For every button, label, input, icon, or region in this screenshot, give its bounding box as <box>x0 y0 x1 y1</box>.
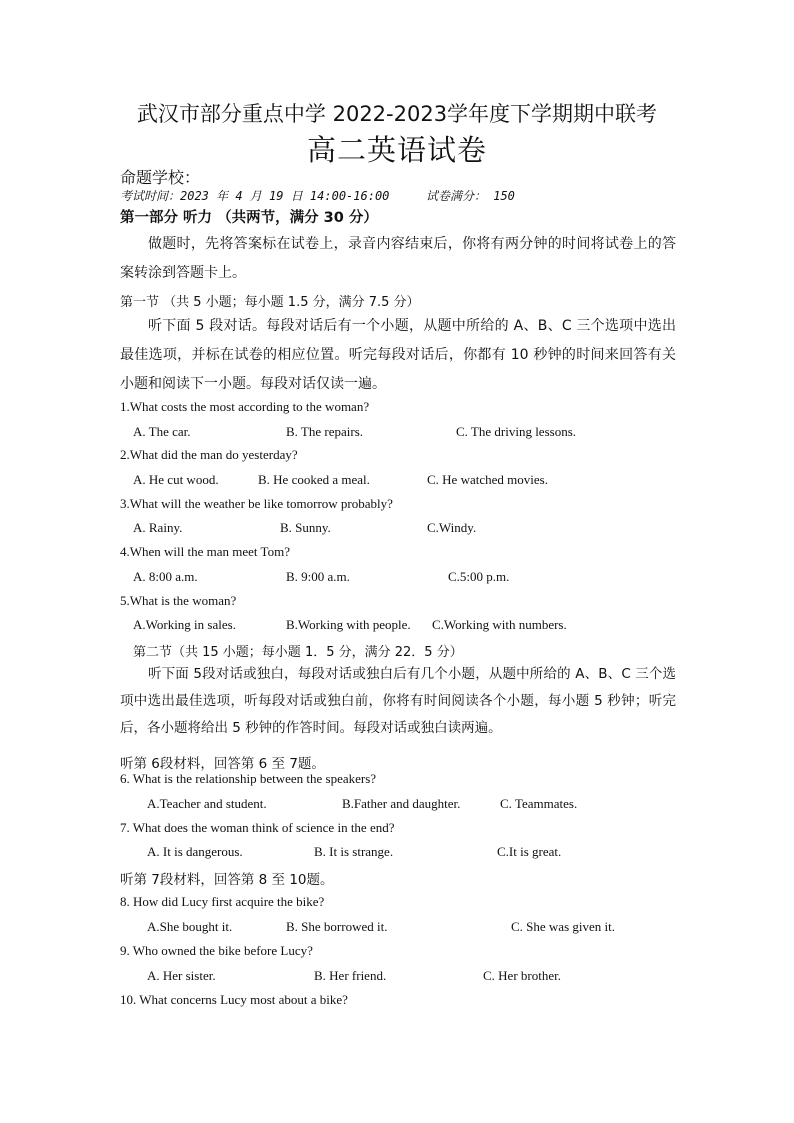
question-1: 1.What costs the most according to the woman? <box>120 399 370 414</box>
option-8a: A.She bought it. <box>147 919 233 934</box>
exam-title: 武汉市部分重点中学 2022-2023学年度下学期期中联考 <box>136 102 658 126</box>
question-7: 7. What does the woman think of science in the end? <box>120 820 395 835</box>
option-6b: B.Father and daughter. <box>342 796 461 811</box>
material-7-instruction: 听第 7段材料，回答第 8 至 10题。 <box>120 872 334 888</box>
exam-time: 考试时间：2023 年 4 月 19 日 14:00-16:00 <box>120 189 390 203</box>
option-1a: A. The car. <box>133 424 191 439</box>
material-6-instruction: 听第 6段材料，回答第 6 至 7题。 <box>120 756 325 772</box>
option-7c: C.It is great. <box>497 844 562 859</box>
section1-intro: 听下面 5 段对话。每段对话后有一个小题，从题中所给的 A、B、C 三个选项中选出最佳选项，并标在试卷的相应位置。听完每段对话后，你都有 10 秒钟的时间来回答有关小题和阅读下一小题。每段对话仅读一遍。 <box>120 318 676 392</box>
school-label: 命题学校： <box>120 168 201 187</box>
option-4b: B. 9:00 a.m. <box>286 569 350 584</box>
option-2a: A. He cut wood. <box>133 472 219 487</box>
full-score: 试卷满分： 150 <box>426 189 515 203</box>
option-3c: C.Windy. <box>427 520 477 535</box>
option-2c: C. He watched movies. <box>427 472 548 487</box>
option-1b: B. The repairs. <box>286 424 364 439</box>
part1-intro: 做题时，先将答案标在试卷上，录音内容结束后，你将有两分钟的时间将试卷上的答案转涂到答题卡上。 <box>120 236 676 281</box>
section2-heading: 第二节（共 15 小题；每小题 1．5 分，满分 22．5 分） <box>133 645 463 660</box>
question-2: 2.What did the man do yesterday? <box>120 447 298 462</box>
question-5: 5.What is the woman? <box>120 593 237 608</box>
option-9b: B. Her friend. <box>314 968 387 983</box>
question-6: 6. What is the relationship between the speakers? <box>120 771 377 786</box>
option-6c: C. Teammates. <box>500 796 578 811</box>
question-8: 8. How did Lucy first acquire the bike? <box>120 894 325 909</box>
option-8c: C. She was given it. <box>511 919 615 934</box>
option-6a: A.Teacher and student. <box>147 796 267 811</box>
option-5a: A.Working in sales. <box>133 617 236 632</box>
option-9c: C. Her brother. <box>483 968 561 983</box>
option-7b: B. It is strange. <box>314 844 394 859</box>
exam-subtitle: 高二英语试卷 <box>306 133 487 167</box>
option-3a: A. Rainy. <box>133 520 183 535</box>
option-1c: C. The driving lessons. <box>456 424 577 439</box>
option-3b: B. Sunny. <box>280 520 331 535</box>
section1-heading: 第一节 （共 5 小题；每小题 1.5 分，满分 7.5 分） <box>120 295 420 310</box>
question-3: 3.What will the weather be like tomorrow probably? <box>120 496 393 511</box>
question-9: 9. Who owned the bike before Lucy? <box>120 943 313 958</box>
option-4c: C.5:00 p.m. <box>448 569 510 584</box>
option-5b: B.Working with people. <box>286 617 411 632</box>
question-10: 10. What concerns Lucy most about a bike? <box>120 992 348 1007</box>
option-2b: B. He cooked a meal. <box>258 472 370 487</box>
part1-heading: 第一部分 听力 （共两节，满分 30 分） <box>120 210 378 226</box>
option-5c: C.Working with numbers. <box>432 617 567 632</box>
option-9a: A. Her sister. <box>147 968 216 983</box>
option-8b: B. She borrowed it. <box>286 919 388 934</box>
option-4a: A. 8:00 a.m. <box>133 569 198 584</box>
section2-intro: 听下面 5段对话或独白，每段对话或独白后有几个小题，从题中所给的 A、B、C 三个选项中选出最佳选项，听每段对话或独白前，你将有时间阅读各个小题，每小题 5 秒钟；听完后，各小题将给出 5 秒钟的作答时间。每段对话或独白读两遍。 <box>120 666 676 736</box>
option-7a: A. It is dangerous. <box>147 844 243 859</box>
question-4: 4.When will the man meet Tom? <box>120 544 290 559</box>
